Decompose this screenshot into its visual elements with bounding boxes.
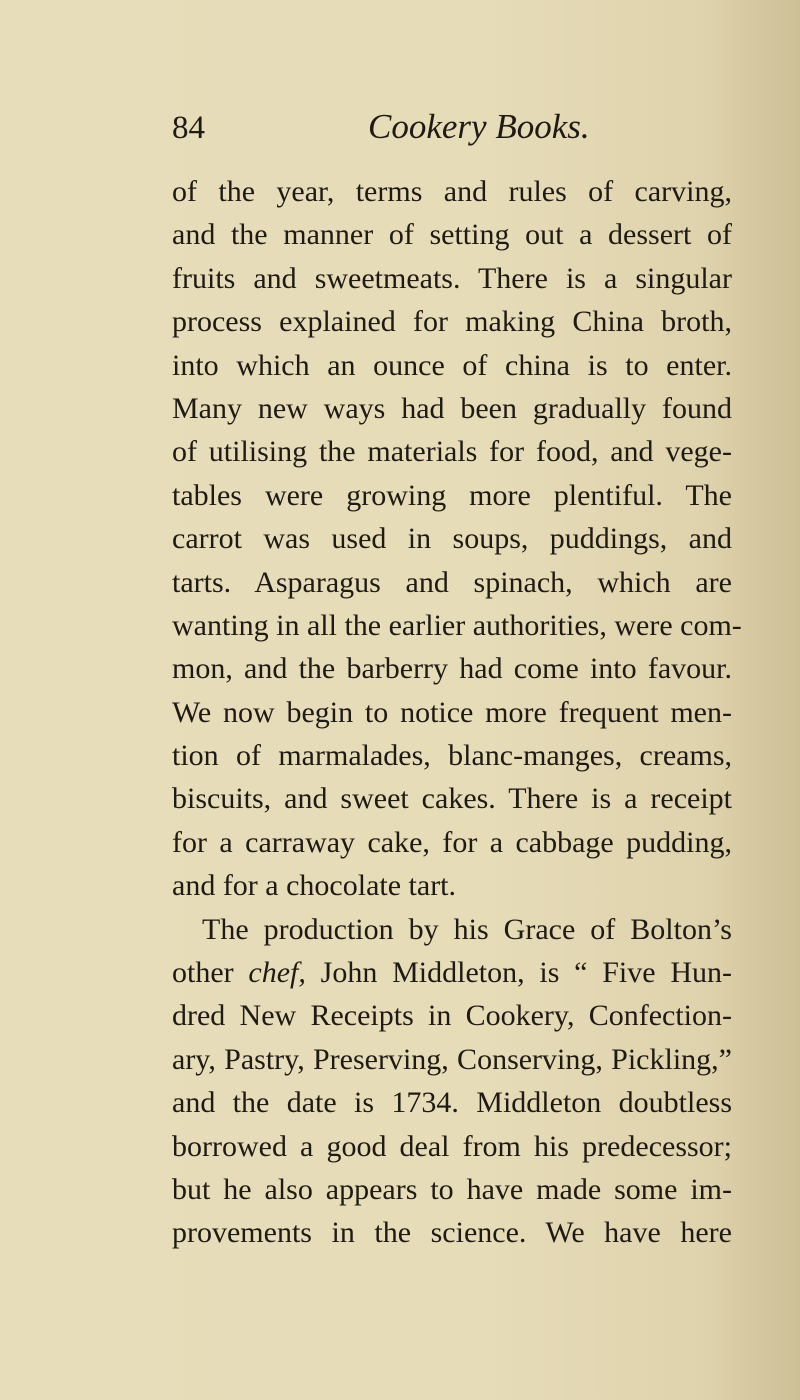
paragraph-end-line: and for a chocolate tart. bbox=[172, 869, 457, 903]
text-line: of the year, terms and rules of carving, bbox=[172, 175, 732, 208]
running-title: Cookery Books. bbox=[368, 107, 590, 146]
body-text bbox=[172, 170, 742, 1255]
text-line: and the date is 1734. Middleton doubtless bbox=[172, 1086, 732, 1120]
text-line: Many new ways had been gradually found bbox=[172, 391, 732, 425]
text-line: wanting in all the earlier authorities, were com- bbox=[172, 608, 742, 642]
text-segment: John Middleton, is “ Five Hun- bbox=[305, 956, 732, 990]
text-line: dred New Receipts in Cookery, Confection- bbox=[172, 999, 732, 1033]
text-line: provements in the science. We have here bbox=[172, 1216, 732, 1250]
text-line: borrowed a good deal from his predecessor; bbox=[172, 1129, 732, 1163]
text-line: tables were growing more plentiful. The bbox=[172, 478, 732, 512]
text-segment: other bbox=[172, 956, 249, 990]
paragraph-start-line: The production by his Grace of Bolton’s bbox=[202, 912, 732, 946]
text-line: but he also appears to have made some im- bbox=[172, 1172, 732, 1206]
page-header bbox=[172, 102, 732, 162]
text-line-with-italic bbox=[172, 951, 732, 994]
text-line: carrot was used in soups, puddings, and bbox=[172, 522, 732, 556]
text-line: tarts. Asparagus and spinach, which are bbox=[172, 565, 732, 599]
text-line: and the manner of setting out a dessert of bbox=[172, 218, 732, 252]
text-line: of utilising the materials for food, and vege- bbox=[172, 435, 732, 469]
text-line: mon, and the barberry had come into favour. bbox=[172, 652, 732, 686]
text-line: biscuits, and sweet cakes. There is a receipt bbox=[172, 782, 732, 816]
text-line: for a carraway cake, for a cabbage pudding, bbox=[172, 825, 732, 859]
text-line: into which an ounce of china is to enter. bbox=[172, 348, 732, 382]
text-line: tion of marmalades, blanc-manges, creams, bbox=[172, 739, 732, 773]
text-line: We now begin to notice more frequent men- bbox=[172, 695, 732, 729]
italic-word-chef: chef, bbox=[248, 956, 306, 990]
text-line: fruits and sweetmeats. There is a singular bbox=[172, 261, 732, 295]
text-line: process explained for making China broth, bbox=[172, 305, 732, 339]
page-number: 84 bbox=[172, 110, 205, 146]
text-line: ary, Pastry, Preserving, Conserving, Pickling,” bbox=[172, 1042, 732, 1076]
